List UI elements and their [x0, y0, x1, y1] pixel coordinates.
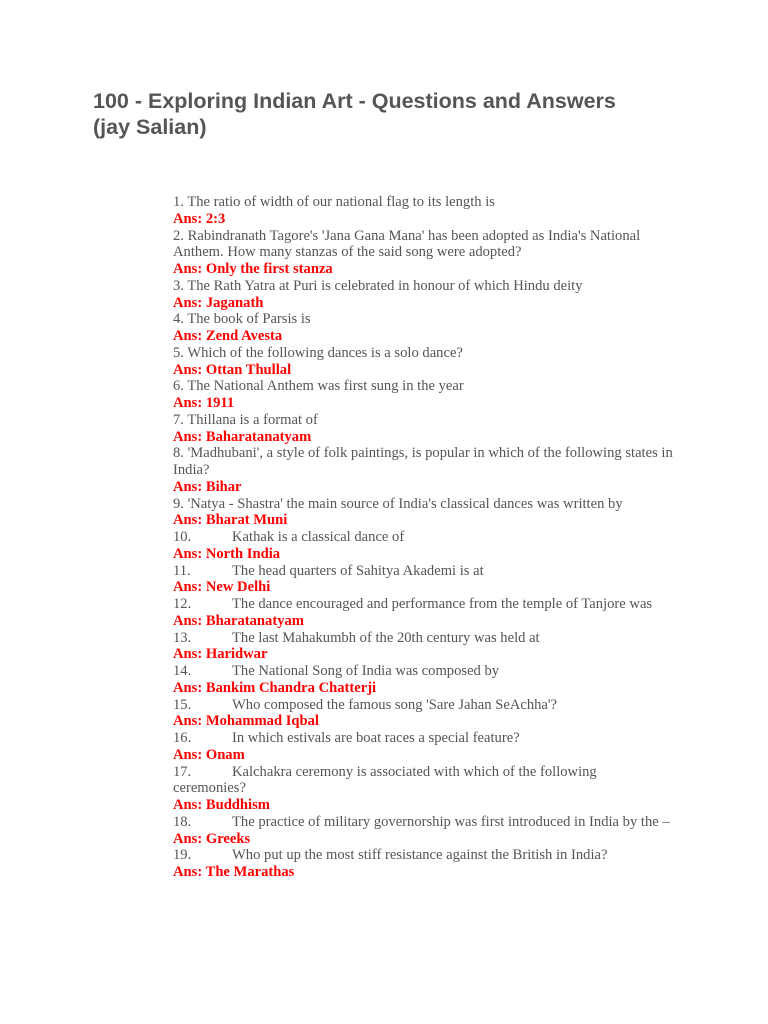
question-number: 19. [173, 847, 192, 864]
question-number: 5. [173, 344, 184, 361]
question-text: 'Madhubani', a style of folk paintings, is popular in which of the following states in India? [173, 445, 673, 478]
qa-item [173, 194, 673, 228]
question-number: 15. [173, 696, 192, 713]
question-number: 9. [173, 495, 184, 512]
question-number: 13. [173, 629, 192, 646]
question-text: The dance encouraged and performance from the temple of Tanjore was [232, 596, 653, 612]
answer: Ans: Greeks [173, 830, 251, 847]
answer: Ans: Haridwar [173, 646, 268, 663]
answer: Ans: Baharatanatyam [173, 428, 312, 445]
question-number: 7. [173, 411, 184, 428]
question-text: Thillana is a format of [187, 411, 318, 428]
answer: Ans: 2:3 [173, 210, 226, 227]
question-text: The last Mahakumbh of the 20th century was held at [232, 629, 540, 646]
answer: Ans: Bharat Muni [173, 512, 288, 529]
question-number: 8. [173, 445, 184, 462]
question-number: 1. [173, 194, 184, 210]
question [173, 445, 673, 479]
question-text: The head quarters of Sahitya Akademi is at [232, 562, 484, 579]
question-number: 14. [173, 663, 192, 679]
qa-item [173, 445, 673, 495]
qa-item [173, 764, 673, 814]
qa-item [173, 345, 673, 379]
qa-item [173, 278, 673, 312]
qa-list [173, 194, 673, 881]
answer: Ans: Buddhism [173, 797, 270, 813]
question-text: Who composed the famous song 'Sare Jahan SeAchha'? [232, 696, 558, 713]
question-number: 3. [173, 277, 184, 294]
qa-item [173, 630, 673, 664]
question [173, 378, 673, 395]
question-number: 12. [173, 596, 192, 612]
qa-item [173, 697, 673, 731]
question-text: Who put up the most stiff resistance against the British in India? [232, 847, 608, 864]
question [173, 764, 673, 798]
answer: Ans: Zend Avesta [173, 328, 283, 344]
qa-item [173, 814, 673, 848]
question-number: 10. [173, 529, 192, 545]
question-number: 17. [173, 763, 192, 780]
qa-item [173, 311, 673, 345]
qa-item [173, 378, 673, 412]
answer: Ans: Bharatanatyam [173, 612, 304, 629]
answer: Ans: Mohammad Iqbal [173, 713, 319, 730]
question [173, 563, 673, 580]
document-title: 100 - Exploring Indian Art - Questions and Answers (jay Salian) [93, 89, 616, 139]
question [173, 228, 673, 262]
qa-item [173, 529, 673, 563]
answer: Ans: Bankim Chandra Chatterji [173, 679, 377, 696]
question-number: 4. [173, 311, 184, 328]
question [173, 663, 673, 680]
question [173, 345, 673, 362]
answer: Ans: Ottan Thullal [173, 361, 292, 378]
qa-item [173, 412, 673, 446]
question [173, 630, 673, 647]
question [173, 697, 673, 714]
question [173, 596, 673, 613]
question-number: 16. [173, 730, 192, 746]
answer: Ans: Jaganath [173, 294, 264, 311]
qa-item [173, 596, 673, 630]
question-text: 'Natya - Shastra' the main source of India's classical dances was written by [187, 495, 623, 512]
question-text: The ratio of width of our national flag to its length is [187, 194, 495, 210]
answer: Ans: 1911 [173, 395, 235, 411]
question [173, 814, 673, 831]
qa-item [173, 730, 673, 764]
answer: Ans: New Delhi [173, 579, 271, 596]
question-text: Kalchakra ceremony is associated with which of the following ceremonies? [173, 763, 597, 797]
question-number: 18. [173, 813, 192, 830]
question-text: Rabindranath Tagore's 'Jana Gana Mana' has been adopted as India's National Anthem. How many stanzas of the said song were adopted? [173, 227, 641, 261]
qa-item [173, 847, 673, 881]
question-text: Which of the following dances is a solo dance? [187, 344, 463, 361]
question-text: The practice of military governorship was first introduced in India by the – [232, 813, 670, 830]
question [173, 278, 673, 295]
qa-item [173, 228, 673, 278]
question-number: 2. [173, 227, 184, 244]
question [173, 412, 673, 429]
question-number: 11. [173, 562, 191, 579]
question [173, 847, 673, 864]
answer: Ans: The Marathas [173, 864, 295, 880]
question [173, 496, 673, 513]
question-text: Kathak is a classical dance of [232, 529, 405, 545]
question [173, 311, 673, 328]
qa-item [173, 663, 673, 697]
question [173, 194, 673, 211]
qa-item [173, 496, 673, 530]
question [173, 730, 673, 747]
question-text: The National Anthem was first sung in the year [187, 378, 464, 395]
question-text: In which estivals are boat races a special feature? [232, 730, 520, 746]
answer: Ans: Only the first stanza [173, 261, 333, 277]
answer: Ans: Onam [173, 746, 245, 763]
question-number: 6. [173, 378, 184, 395]
answer: Ans: Bihar [173, 478, 242, 495]
answer: Ans: North India [173, 545, 281, 562]
qa-item [173, 563, 673, 597]
question-text: The book of Parsis is [187, 311, 311, 328]
question-text: The National Song of India was composed by [232, 663, 500, 679]
question-text: The Rath Yatra at Puri is celebrated in honour of which Hindu deity [187, 277, 583, 294]
question [173, 529, 673, 546]
